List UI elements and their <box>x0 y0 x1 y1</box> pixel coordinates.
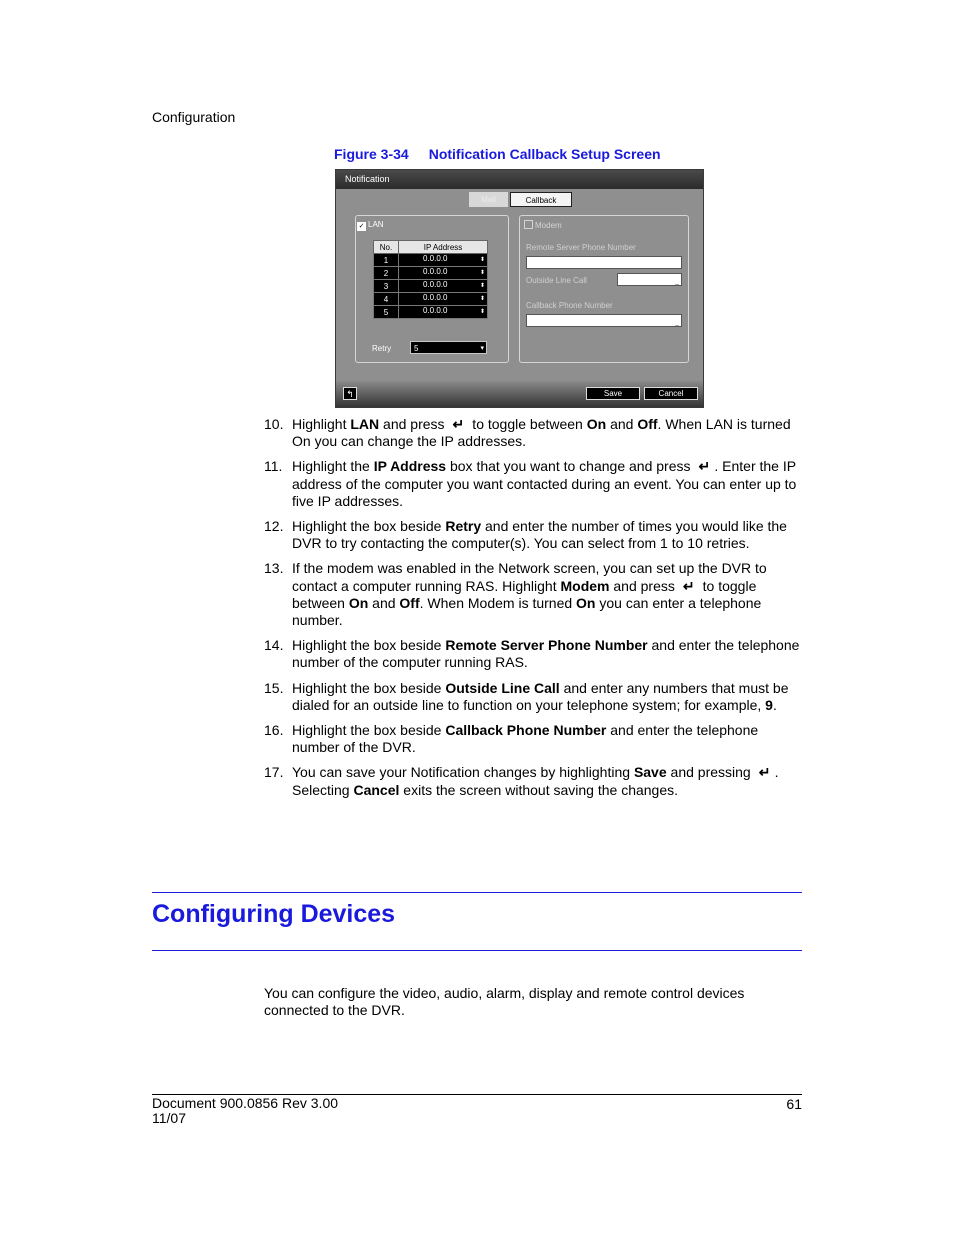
step-text-run: Highlight the <box>292 458 374 475</box>
step-text <box>292 458 796 508</box>
running-head: Configuration <box>152 109 236 125</box>
ip-table-row <box>374 306 488 319</box>
step-text-run: . When Modem is turned <box>419 594 577 611</box>
spinner-arrows-icon[interactable]: ⬍ <box>479 283 485 289</box>
ip-table-row <box>374 280 488 293</box>
step-number: 17. <box>264 764 284 781</box>
tab-mail[interactable]: Mail <box>469 192 508 207</box>
step-text-run: and press <box>379 416 449 432</box>
ip-address-field[interactable] <box>399 293 488 306</box>
step-number: 10. <box>264 416 284 432</box>
footer-document-info <box>152 1096 338 1126</box>
ip-address-value: 0.0.0.0 <box>423 306 448 315</box>
step-number: 13. <box>264 560 284 577</box>
step-text-run: you can enter a telephone number. <box>292 594 762 629</box>
step-text-run: and <box>606 416 638 432</box>
step-item <box>264 637 804 671</box>
footer-date: 11/07 <box>152 1110 186 1126</box>
step-text <box>292 560 767 628</box>
ip-address-field[interactable] <box>399 267 488 280</box>
step-bold-term: Remote Server Phone Number <box>445 637 648 654</box>
step-bold-term: On <box>576 594 596 611</box>
step-text-run: box that you want to change and press <box>446 458 695 475</box>
step-number: 16. <box>264 722 284 739</box>
intro-paragraph: You can configure the video, audio, alarm, display and remote control devices connected to the DVR. <box>264 985 745 1019</box>
step-number: 15. <box>264 679 284 696</box>
callback-phone-number-label: Callback Phone Number <box>526 301 613 310</box>
dropdown-arrow-icon: ▾ <box>480 345 484 352</box>
ip-table-row <box>374 267 488 280</box>
step-text-run: and enter the number of times you would like the DVR to try contacting the computer(s). You can select from 1 to 10 retries. <box>292 518 787 552</box>
section-rule-bottom <box>152 950 802 951</box>
ip-row-number: 1 <box>374 254 399 267</box>
lan-checkbox[interactable] <box>357 220 384 231</box>
save-button[interactable]: Save <box>586 387 640 400</box>
modem-panel <box>519 215 689 363</box>
ip-row-number: 2 <box>374 267 399 280</box>
step-text-run: and enter any numbers that must be dialed for an outside line to function on your telephone system; for example, <box>292 679 789 713</box>
step-bold-term: IP Address <box>373 458 447 475</box>
ip-address-value: 0.0.0.0 <box>423 280 448 289</box>
step-number: 11. <box>264 458 283 475</box>
cancel-button[interactable]: Cancel <box>644 387 698 400</box>
step-text-run: . <box>772 696 777 713</box>
step-text-run: and press <box>609 577 679 594</box>
ip-row-number: 4 <box>374 293 399 306</box>
ip-address-value: 0.0.0.0 <box>423 293 448 302</box>
step-text-run: . Enter the IP address of the computer you want contacted during an event. You can enter up to five IP addresses. <box>292 458 797 509</box>
step-text-run: Highlight the box beside <box>292 722 446 739</box>
figure-number: Figure 3-34 <box>334 146 409 162</box>
step-text <box>292 518 787 551</box>
spinner-arrows-icon[interactable]: ⬍ <box>479 309 485 315</box>
step-item <box>264 680 804 714</box>
spinner-arrows-icon[interactable]: ⬍ <box>479 257 485 263</box>
enter-key-icon: ↵ <box>452 416 465 432</box>
page-number: 61 <box>786 1096 802 1112</box>
ip-row-number: 3 <box>374 280 399 293</box>
ip-address-field[interactable] <box>399 254 488 267</box>
modem-checkbox-label: Modem <box>535 221 562 230</box>
step-bold-term: Save <box>633 764 667 781</box>
step-text-run: and pressing <box>666 764 755 781</box>
step-bold-term: LAN <box>350 416 380 432</box>
callback-phone-number-field[interactable] <box>526 314 682 327</box>
enter-key-icon: ↵ <box>698 458 711 475</box>
step-text-run: Highlight the box beside <box>292 637 446 654</box>
retry-label: Retry <box>372 344 392 353</box>
checkbox-icon <box>524 220 533 229</box>
step-text <box>292 680 789 713</box>
ip-table-row <box>374 293 488 306</box>
ip-address-value: 0.0.0.0 <box>423 267 448 276</box>
instruction-steps <box>264 416 804 807</box>
remote-server-phone-label: Remote Server Phone Number <box>526 243 636 252</box>
spinner-arrows-icon[interactable]: ⬍ <box>479 296 485 302</box>
step-text <box>292 416 791 449</box>
step-bold-term: On <box>586 416 607 432</box>
step-text-run: You can save your Notification changes by highlighting <box>292 764 634 781</box>
step-text <box>292 722 758 755</box>
step-text-run: and enter the telephone number of the DVR. <box>292 722 759 756</box>
section-rule-top <box>152 892 802 893</box>
step-text-run: Highlight <box>292 416 351 432</box>
step-item <box>264 764 804 798</box>
step-text-run: and enter the telephone number of the computer running RAS. <box>292 637 800 671</box>
step-text-run: If the modem was enabled in the Network screen, you can set up the DVR to contact a computer running RAS. Highlight <box>292 560 767 594</box>
dvr-titlebar <box>336 170 703 189</box>
step-number: 14. <box>264 637 284 654</box>
dvr-window-title: Notification <box>345 174 390 184</box>
step-text-run: . Selecting <box>292 764 779 798</box>
step-text-run: exits the screen without saving the changes. <box>399 781 679 798</box>
lan-panel <box>355 215 509 363</box>
step-bold-term: Off <box>637 416 658 432</box>
step-text-run: . When LAN is turned On you can change the IP addresses. <box>292 416 791 450</box>
ip-table-row <box>374 254 488 267</box>
step-item <box>264 518 804 552</box>
enter-key-icon: ↵ <box>682 577 695 594</box>
step-item <box>264 722 804 756</box>
step-bold-term: On <box>348 594 369 611</box>
tab-callback[interactable]: Callback <box>510 192 572 207</box>
spinner-arrows-icon[interactable]: ⬍ <box>479 270 485 276</box>
figure-caption <box>334 146 661 162</box>
ip-address-table <box>373 240 488 319</box>
step-bold-term: Off <box>399 594 420 611</box>
step-bold-term: 9 <box>765 696 773 713</box>
figure-title: Notification Callback Setup Screen <box>428 146 661 162</box>
step-text <box>292 637 799 670</box>
step-text <box>292 764 778 797</box>
step-text-run: to toggle between <box>292 577 757 611</box>
column-header-ip-address: IP Address <box>399 241 488 254</box>
step-bold-term: Outside Line Call <box>445 679 560 696</box>
step-bold-term: Cancel <box>353 781 400 798</box>
cursor-icon: _ <box>675 278 679 285</box>
lan-checkbox-label: LAN <box>368 220 384 229</box>
step-number: 12. <box>264 518 284 535</box>
section-title: Configuring Devices <box>152 900 396 928</box>
step-item <box>264 416 804 450</box>
step-text-run: Highlight the box beside <box>292 679 446 696</box>
back-arrow-icon[interactable]: ↰ <box>343 387 357 400</box>
modem-checkbox[interactable] <box>524 220 562 230</box>
remote-server-phone-field[interactable] <box>526 256 682 269</box>
enter-key-icon: ↵ <box>758 764 771 781</box>
dvr-footer-bar <box>336 381 703 408</box>
outside-line-call-field[interactable] <box>617 273 682 286</box>
ip-address-field[interactable] <box>399 306 488 319</box>
step-text-run: and <box>368 594 400 611</box>
ip-address-value: 0.0.0.0 <box>423 254 448 263</box>
retry-value: 5 <box>414 344 419 353</box>
column-header-no: No. <box>374 241 399 254</box>
step-bold-term: Retry <box>445 518 482 535</box>
checkmark-icon: ✓ <box>358 223 365 230</box>
outside-line-call-label: Outside Line Call <box>526 276 587 285</box>
ip-row-number: 5 <box>374 306 399 319</box>
ip-address-field[interactable] <box>399 280 488 293</box>
footer-document-number: Document 900.0856 Rev 3.00 <box>152 1095 339 1111</box>
step-item <box>264 560 804 629</box>
step-text-run: Highlight the box beside <box>292 518 446 535</box>
step-text-run: to toggle between <box>468 416 587 432</box>
step-bold-term: Modem <box>560 577 610 594</box>
retry-dropdown[interactable] <box>410 341 487 354</box>
step-bold-term: Callback Phone Number <box>445 722 607 739</box>
cursor-icon: _ <box>675 319 679 326</box>
dvr-screenshot <box>335 169 704 408</box>
step-item <box>264 458 804 510</box>
